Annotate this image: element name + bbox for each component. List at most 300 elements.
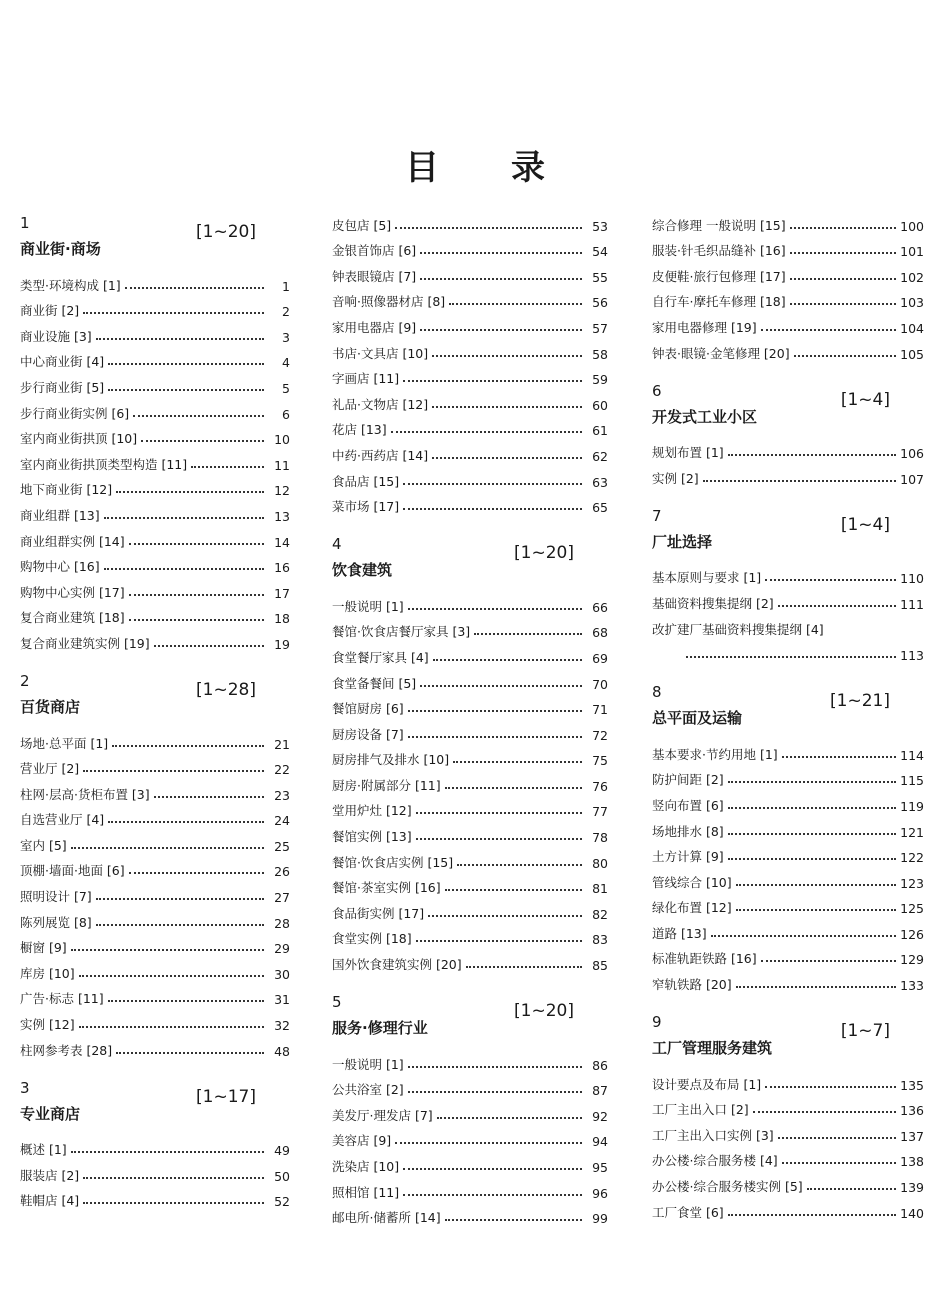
toc-entry xyxy=(20,396,290,422)
toc-entry xyxy=(332,922,608,948)
section-header xyxy=(652,677,924,737)
entry-page-number: 18 xyxy=(274,611,290,627)
toc-entry xyxy=(652,461,924,487)
entry-label: 厨房·附属部分 [11] xyxy=(332,777,441,793)
entry-label: 餐馆·饮食店实例 [15] xyxy=(332,854,454,870)
entry-label: 洗染店 [10] xyxy=(332,1159,400,1174)
section-title: 服务·修理行业 xyxy=(332,1019,428,1038)
section-number: 4 xyxy=(332,535,342,554)
entry-page-number: 56 xyxy=(592,295,608,311)
section-number: 5 xyxy=(332,993,342,1012)
entry-page-number: 96 xyxy=(592,1185,608,1201)
entry-page-number: 27 xyxy=(274,890,290,906)
entry-page-number: 48 xyxy=(274,1043,290,1059)
entry-label: 自行车·摩托车修理 [18] xyxy=(652,294,786,310)
entry-page-number: 76 xyxy=(592,778,608,794)
dot-leader xyxy=(403,379,582,382)
entry-label: 钟表眼镜店 [7] xyxy=(332,268,417,284)
dot-leader xyxy=(395,1141,582,1144)
dot-leader xyxy=(445,888,582,891)
entry-page-number: 99 xyxy=(592,1211,608,1227)
entry-page-number: 63 xyxy=(592,474,608,490)
section-title: 饮食建筑 xyxy=(332,561,393,580)
entry-page-number: 104 xyxy=(900,320,924,336)
entry-label: 一般说明 [1] xyxy=(332,598,404,614)
entry-label: 鞋帽店 [4] xyxy=(20,1193,80,1209)
entry-label: 工厂食堂 [6] xyxy=(652,1204,724,1220)
dot-leader xyxy=(765,578,896,581)
dot-leader xyxy=(794,354,897,357)
section-header xyxy=(652,376,924,436)
dot-leader xyxy=(711,934,897,937)
dot-leader xyxy=(408,1065,582,1068)
entry-page-number: 113 xyxy=(900,648,924,664)
toc-entry xyxy=(652,208,924,234)
dot-leader xyxy=(432,405,582,408)
entry-label: 基础资料搜集提纲 [2] xyxy=(652,595,774,611)
entry-label: 皮包店 [5] xyxy=(332,217,392,233)
entry-label: 家用电器修理 [19] xyxy=(652,319,757,335)
entry-label: 室内商业街拱顶类型构造 [11] xyxy=(20,456,188,472)
entry-page-number: 52 xyxy=(274,1194,290,1210)
section-title: 工厂管理服务建筑 xyxy=(652,1039,773,1058)
toc-entry xyxy=(20,473,290,499)
section-range: [1~17] xyxy=(196,1086,256,1107)
entry-label: 购物中心实例 [17] xyxy=(20,584,125,600)
toc-entry xyxy=(652,285,924,311)
dot-leader xyxy=(457,863,582,866)
dot-leader xyxy=(133,414,264,417)
entry-page-number: 26 xyxy=(274,864,290,880)
entry-page-number: 92 xyxy=(592,1108,608,1124)
dot-leader xyxy=(108,820,264,823)
dot-leader xyxy=(408,709,582,712)
toc-entry xyxy=(332,208,608,234)
entry-label: 食堂餐厅家具 [4] xyxy=(332,649,429,665)
entry-label: 家用电器店 [9] xyxy=(332,319,417,335)
dot-leader xyxy=(403,482,582,485)
toc-entry xyxy=(652,638,924,664)
entry-page-number: 70 xyxy=(592,676,608,692)
dot-leader xyxy=(408,607,582,610)
dot-leader xyxy=(453,760,582,763)
entry-label: 公共浴室 [2] xyxy=(332,1082,404,1098)
toc-entry xyxy=(332,743,608,769)
section-header xyxy=(20,208,290,268)
dot-leader xyxy=(761,328,897,331)
entry-label: 钟表·眼镜·金笔修理 [20] xyxy=(652,345,790,361)
toc-entry xyxy=(20,447,290,473)
dot-leader xyxy=(790,302,897,305)
section-title: 专业商店 xyxy=(20,1104,81,1123)
dot-leader xyxy=(728,832,896,835)
dot-leader xyxy=(790,251,897,254)
toc-entry xyxy=(20,1133,290,1159)
entry-page-number: 19 xyxy=(274,636,290,652)
entry-label: 商业组群实例 [14] xyxy=(20,533,125,549)
section-title: 百货商店 xyxy=(20,697,81,716)
dot-leader xyxy=(420,277,582,280)
dot-leader xyxy=(154,795,264,798)
entry-page-number: 13 xyxy=(274,508,290,524)
toc-entry xyxy=(20,1007,290,1033)
toc-entry xyxy=(332,1201,608,1227)
toc-entry xyxy=(332,336,608,362)
dot-leader xyxy=(416,811,582,814)
entry-page-number: 1 xyxy=(282,278,290,294)
toc-entry xyxy=(20,1184,290,1210)
dot-leader xyxy=(420,328,582,331)
entry-page-number: 110 xyxy=(900,571,924,587)
dot-leader xyxy=(736,908,897,911)
toc-section xyxy=(332,987,608,1226)
dot-leader xyxy=(416,837,582,840)
entry-label: 商业组群 [13] xyxy=(20,507,100,523)
entry-page-number: 85 xyxy=(592,958,608,974)
section-number: 9 xyxy=(652,1013,662,1032)
entry-label: 餐馆厨房 [6] xyxy=(332,701,404,717)
entry-page-number: 31 xyxy=(274,992,290,1008)
section-header xyxy=(332,529,608,589)
entry-page-number: 6 xyxy=(282,406,290,422)
toc-entry xyxy=(332,947,608,973)
toc-entry xyxy=(652,612,924,638)
toc-entry xyxy=(20,931,290,957)
toc-section xyxy=(20,666,290,1059)
toc-entry xyxy=(332,896,608,922)
entry-page-number: 75 xyxy=(592,753,608,769)
dot-leader xyxy=(71,846,264,849)
toc-entry xyxy=(332,794,608,820)
section-number: 3 xyxy=(20,1078,30,1097)
entry-page-number: 87 xyxy=(592,1083,608,1099)
entry-label: 改扩建厂基础资料搜集提纲 [4] xyxy=(652,621,824,637)
entry-label: 食堂实例 [18] xyxy=(332,931,412,947)
dot-leader xyxy=(445,1218,582,1221)
toc-entry xyxy=(332,438,608,464)
toc-section xyxy=(652,501,924,663)
entry-page-number: 123 xyxy=(900,875,924,891)
entry-label: 室内 [5] xyxy=(20,837,67,853)
entry-page-number: 32 xyxy=(274,1018,290,1034)
entry-label: 照明设计 [7] xyxy=(20,889,92,905)
entry-label: 复合商业建筑 [18] xyxy=(20,610,125,626)
dot-leader xyxy=(728,857,896,860)
entry-page-number: 105 xyxy=(900,346,924,362)
entry-label: 柱网参考表 [28] xyxy=(20,1042,113,1058)
entry-label: 一般说明 [1] xyxy=(332,1056,404,1072)
entry-page-number: 55 xyxy=(592,269,608,285)
toc-entry xyxy=(332,845,608,871)
entry-label: 餐馆实例 [13] xyxy=(332,829,412,845)
toc-entry xyxy=(20,626,290,652)
entry-page-number: 81 xyxy=(592,881,608,897)
entry-page-number: 17 xyxy=(274,585,290,601)
entry-page-number: 83 xyxy=(592,932,608,948)
section-range: [1~28] xyxy=(196,679,256,700)
entry-label: 食堂备餐间 [5] xyxy=(332,675,417,691)
entry-label: 顶棚·墙面·地面 [6] xyxy=(20,863,125,879)
toc-section xyxy=(652,1007,924,1221)
entry-label: 厨房设备 [7] xyxy=(332,726,404,742)
section-number: 2 xyxy=(20,671,30,690)
entry-page-number: 82 xyxy=(592,906,608,922)
toc-entry xyxy=(20,982,290,1008)
toc-entry xyxy=(652,865,924,891)
section-header xyxy=(652,1007,924,1067)
dot-leader xyxy=(96,923,264,926)
dot-leader xyxy=(782,755,896,758)
dot-leader xyxy=(83,1201,264,1204)
entry-page-number: 49 xyxy=(274,1143,290,1159)
dot-leader xyxy=(432,354,582,357)
toc-entry xyxy=(652,967,924,993)
entry-label: 步行商业街实例 [6] xyxy=(20,405,130,421)
section-header xyxy=(20,666,290,726)
entry-label: 金银首饰店 [6] xyxy=(332,243,417,259)
section-range: [1~4] xyxy=(840,514,890,535)
entry-label: 基本原则与要求 [1] xyxy=(652,570,762,586)
entry-page-number: 12 xyxy=(274,483,290,499)
dot-leader xyxy=(736,883,897,886)
entry-label: 商业设施 [3] xyxy=(20,328,92,344)
dot-leader xyxy=(403,507,582,510)
entry-page-number: 11 xyxy=(274,457,290,473)
entry-page-number: 106 xyxy=(900,446,924,462)
dot-leader xyxy=(83,1176,264,1179)
section-title: 总平面及运输 xyxy=(652,709,743,728)
toc-entry xyxy=(652,234,924,260)
toc-entry xyxy=(332,490,608,516)
toc-entry xyxy=(20,1033,290,1059)
toc-entry xyxy=(652,916,924,942)
toc-entry xyxy=(652,1144,924,1170)
entry-label: 实例 [2] xyxy=(652,470,699,486)
toc-entry xyxy=(20,752,290,778)
entry-label: 办公楼·综合服务楼实例 [5] xyxy=(652,1179,803,1195)
dot-leader xyxy=(790,226,897,229)
entry-label: 服装店 [2] xyxy=(20,1167,80,1183)
toc-entry xyxy=(332,1073,608,1099)
toc-entry xyxy=(20,828,290,854)
dot-leader xyxy=(125,286,264,289)
entry-page-number: 23 xyxy=(274,787,290,803)
entry-page-number: 29 xyxy=(274,941,290,957)
entry-page-number: 54 xyxy=(592,244,608,260)
section-title: 开发式工业小区 xyxy=(652,407,758,426)
toc-entry xyxy=(332,640,608,666)
entry-label: 中药·西药店 [14] xyxy=(332,447,429,463)
toc-entry xyxy=(20,575,290,601)
toc-entry xyxy=(20,777,290,803)
section-header xyxy=(332,987,608,1047)
toc-entry xyxy=(652,1195,924,1221)
dot-leader xyxy=(403,1193,582,1196)
entry-label: 服装·针毛织品缝补 [16] xyxy=(652,243,786,259)
toc-entry xyxy=(20,550,290,576)
toc-entry xyxy=(332,871,608,897)
entry-label: 库房 [10] xyxy=(20,965,75,981)
dot-leader xyxy=(391,430,582,433)
dot-leader xyxy=(474,632,582,635)
toc-entry xyxy=(332,768,608,794)
dot-leader xyxy=(728,780,896,783)
entry-page-number: 30 xyxy=(274,966,290,982)
entry-page-number: 126 xyxy=(900,926,924,942)
entry-page-number: 71 xyxy=(592,702,608,718)
entry-label: 复合商业建筑实例 [19] xyxy=(20,635,150,651)
section-range: [1~7] xyxy=(840,1021,890,1042)
entry-page-number: 3 xyxy=(282,329,290,345)
entry-page-number: 122 xyxy=(900,850,924,866)
dot-leader xyxy=(129,618,264,621)
entry-page-number: 102 xyxy=(900,269,924,285)
dot-leader xyxy=(807,1187,896,1190)
section-range: [1~20] xyxy=(514,1001,574,1022)
dot-leader xyxy=(416,939,582,942)
dot-leader xyxy=(790,277,897,280)
entry-page-number: 16 xyxy=(274,560,290,576)
section-number: 1 xyxy=(20,214,30,232)
dot-leader xyxy=(728,1213,896,1216)
entry-label: 综合修理 一般说明 [15] xyxy=(652,217,786,233)
dot-leader xyxy=(703,479,896,482)
dot-leader xyxy=(761,959,897,962)
entry-page-number: 101 xyxy=(900,244,924,260)
toc-entry xyxy=(332,1175,608,1201)
toc-entry xyxy=(652,840,924,866)
entry-label: 管线综合 [10] xyxy=(652,874,732,890)
entry-page-number: 111 xyxy=(900,596,924,612)
entry-page-number: 107 xyxy=(900,471,924,487)
entry-page-number: 78 xyxy=(592,830,608,846)
toc-section xyxy=(652,677,924,993)
entry-label: 营业厅 [2] xyxy=(20,761,80,777)
entry-page-number: 22 xyxy=(274,762,290,778)
entry-page-number: 65 xyxy=(592,500,608,516)
dot-leader xyxy=(428,914,582,917)
toc-entry xyxy=(20,345,290,371)
toc-section xyxy=(20,1073,290,1210)
entry-label: 商业街 [2] xyxy=(20,303,80,319)
entry-label: 室内商业街拱顶 [10] xyxy=(20,431,138,447)
toc-entry xyxy=(20,956,290,982)
entry-page-number: 138 xyxy=(900,1154,924,1170)
entry-label: 设计要点及布局 [1] xyxy=(652,1076,762,1092)
toc-section xyxy=(652,208,924,362)
dot-leader xyxy=(395,226,582,229)
entry-page-number: 139 xyxy=(900,1180,924,1196)
dot-leader xyxy=(191,465,264,468)
dot-leader xyxy=(141,439,264,442)
toc-entry xyxy=(20,524,290,550)
entry-label: 字画店 [11] xyxy=(332,371,400,387)
toc-column-1 xyxy=(20,208,290,1223)
entry-page-number: 95 xyxy=(592,1160,608,1175)
dot-leader xyxy=(71,1150,264,1153)
entry-page-number: 58 xyxy=(592,346,608,362)
toc-section xyxy=(652,376,924,487)
entry-page-number: 60 xyxy=(592,397,608,413)
dot-leader xyxy=(433,658,582,661)
toc-entry xyxy=(652,259,924,285)
toc-entry xyxy=(652,336,924,362)
dot-leader xyxy=(112,744,264,747)
entry-page-number: 69 xyxy=(592,650,608,666)
entry-page-number: 59 xyxy=(592,372,608,388)
entry-page-number: 137 xyxy=(900,1128,924,1144)
dot-leader xyxy=(116,1051,264,1054)
entry-label: 菜市场 [17] xyxy=(332,499,400,515)
toc-entry xyxy=(332,259,608,285)
dot-leader xyxy=(79,1025,264,1028)
dot-leader xyxy=(437,1116,582,1119)
toc-entry xyxy=(652,891,924,917)
toc-column-3 xyxy=(652,208,924,1235)
dot-leader xyxy=(765,1085,896,1088)
dot-leader xyxy=(432,456,582,459)
toc-entry xyxy=(652,763,924,789)
toc-section xyxy=(332,208,608,515)
toc-section xyxy=(20,208,290,652)
toc-entry xyxy=(20,370,290,396)
entry-page-number: 72 xyxy=(592,727,608,743)
toc-entry xyxy=(332,717,608,743)
entry-label: 类型·环境构成 [1] xyxy=(20,277,121,293)
toc-entry xyxy=(332,1098,608,1124)
dot-leader xyxy=(449,302,582,305)
dot-leader xyxy=(83,769,264,772)
entry-label: 柱网·层高·货柜布置 [3] xyxy=(20,786,150,802)
entry-label: 绿化布置 [12] xyxy=(652,900,732,916)
section-range: [1~4] xyxy=(840,389,890,410)
dot-leader xyxy=(408,1090,582,1093)
toc-entry xyxy=(652,1169,924,1195)
entry-page-number: 115 xyxy=(900,773,924,789)
entry-page-number: 68 xyxy=(592,625,608,641)
toc-entry xyxy=(332,819,608,845)
entry-page-number: 4 xyxy=(282,355,290,371)
dot-leader xyxy=(420,684,582,687)
dot-leader xyxy=(778,1136,896,1139)
dot-leader xyxy=(736,985,897,988)
toc-entry xyxy=(652,586,924,612)
dot-leader xyxy=(108,999,264,1002)
entry-page-number: 80 xyxy=(592,855,608,871)
entry-label: 购物中心 [16] xyxy=(20,559,100,575)
section-range: [1~20] xyxy=(196,222,256,242)
entry-label: 陈列展览 [8] xyxy=(20,914,92,930)
toc-entry xyxy=(652,436,924,462)
toc-entry xyxy=(332,464,608,490)
dot-leader xyxy=(753,1110,896,1113)
dot-leader xyxy=(116,490,264,493)
dot-leader xyxy=(129,871,264,874)
entry-page-number: 25 xyxy=(274,838,290,854)
entry-label: 音响·照像器材店 [8] xyxy=(332,294,446,310)
section-title: 商业街·商场 xyxy=(20,240,101,258)
toc-entry xyxy=(332,285,608,311)
entry-label: 基本要求·节约用地 [1] xyxy=(652,746,778,762)
entry-label: 邮电所·储蓄所 [14] xyxy=(332,1210,441,1226)
entry-page-number: 135 xyxy=(900,1077,924,1093)
entry-label: 中心商业街 [4] xyxy=(20,354,105,370)
entry-label: 标准轨距铁路 [16] xyxy=(652,951,757,967)
toc-entry xyxy=(20,726,290,752)
dot-leader xyxy=(104,567,264,570)
entry-label: 窄轨铁路 [20] xyxy=(652,977,732,993)
entry-page-number: 14 xyxy=(274,534,290,550)
